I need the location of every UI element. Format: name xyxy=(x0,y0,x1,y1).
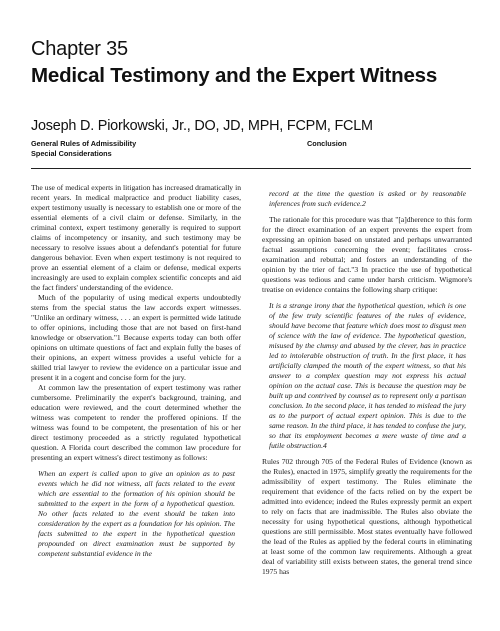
body-paragraph: The use of medical experts in litigation has increased dramatically in recent years. In medical malpractice and product liability cases, expert testimony usually is necessary to establish one or more of the essential elements of a civil claim or defense. Similarly, in the criminal context, expert testimony generally is required to support claims of incompetency or insanity, and such testimony may be necessary to resolve issues about a defendant's potential for future dangerous behavior. Even when expert testimony is not required to prove an essential element of a claim or defense, medical experts increasingly are used to explain complex scientific concepts and aid the fact finders' understanding of the evidence. xyxy=(31,183,241,292)
body-paragraph: The rationale for this procedure was that "[a]dherence to this form for the direct examination of an expert prevents the expert from expressing an opinion based on unstated and perhaps unwarranted factual assumptions concerning the event; facilitates cross-examination and rebuttal; and fosters an understanding of the opinion by the trier of fact."3 In practice the use of hypothetical questions was tedious and came under harsh criticism. Wigmore's treatise on evidence contains the following sharp critique: xyxy=(262,215,472,294)
header-divider xyxy=(31,168,471,169)
body-paragraph: Rules 702 through 705 of the Federal Rules of Evidence (known as the Rules), enacted in 1975, simplify greatly the requirements for the admissibility of expert testimony. The Rules eliminate the requirement that evidence of the facts relied on by the expert be admitted into evidence; indeed the Rules expressly permit an expert to rely on facts that are inadmissible. The Rules also obviate the necessity for using hypothetical questions, although hypothetical questions are still permissible. Most states eventually have followed the lead of the Rules as applied by the federal courts in eliminating at least some of the common law requirements. Although a great deal of variability still exists between states, the general trend since 1975 has xyxy=(262,457,472,576)
chapter-outline-left xyxy=(31,139,136,159)
body-paragraph: Much of the popularity of using medical experts undoubtedly stems from the special status the law accords expert witnesses. "Unlike an ordinary witness, . . . an expert is permitted wide latitude to offer opinions, including those that are not based on first-hand knowledge or observation."1 Because experts today can both offer opinions on ultimate questions of fact and explain fully the bases of their opinions, an expert witness provides a useful vehicle for a skilled trial lawyer to review the evidence on a particular issue and present it in a cogent and concise form for the jury. xyxy=(31,293,241,382)
chapter-title: Medical Testimony and the Expert Witness xyxy=(31,64,438,87)
right-column xyxy=(262,189,472,577)
outline-item: General Rules of Admissibility xyxy=(31,139,137,148)
chapter-outline-right xyxy=(307,139,347,149)
outline-item: Conclusion xyxy=(307,139,347,148)
block-quote-continued: record at the time the question is asked or by reasonable inferences from such evidence.2 xyxy=(269,189,466,208)
chapter-number: Chapter 35 xyxy=(31,38,128,60)
body-paragraph: At common law the presentation of expert testimony was rather cumbersome. Preliminarily the expert's background, training, and education were reviewed, and the court determined whether the witness was competent to render the proffered opinions. If the witness was found to be competent, the presentation of his or her direct testimony proceeded as a strictly regulated hypothetical question. A Florida court described the common law procedure for presenting an expert witness's direct testimony as follows: xyxy=(31,383,241,462)
author-line: Joseph D. Piorkowski, Jr., DO, JD, MPH, FCPM, FCLM xyxy=(31,118,373,134)
outline-item: Special Considerations xyxy=(31,149,112,158)
block-quote: When an expert is called upon to give an opinion as to past events which he did not witness, all facts related to the event which are essential to the formation of his opinion should be submitted to the expert in the form of a hypothetical question. No other facts related to the event should be taken into consideration by the expert as a foundation for his opinion. The facts submitted to the expert in the hypothetical question propounded on direct examination must be supported by competent substantial evidence in the xyxy=(38,469,235,558)
left-column xyxy=(31,183,241,565)
block-quote: It is a strange irony that the hypothetical question, which is one of the few truly scientific features of the rules of evidence, should have become that feature which does most to disgust men of science with the law of evidence. The hypothetical question, misused by the clumsy and abused by the clever, has in practice led to intolerable obstruction of truth. In the first place, it has artificially clamped the mouth of the expert witness, so that his answer to a complex question may not express his actual opinion on the actual case. This is because the question may be built up and contrived by counsel as to represent only a partisan conclusion. In the second place, it has tended to mislead the jury as to the purport of actual expert opinion. This is due to the same reason. In the third place, it has tended to confuse the jury, so that its employment becomes a mere waste of time and a futile obstruction.4 xyxy=(269,301,466,450)
